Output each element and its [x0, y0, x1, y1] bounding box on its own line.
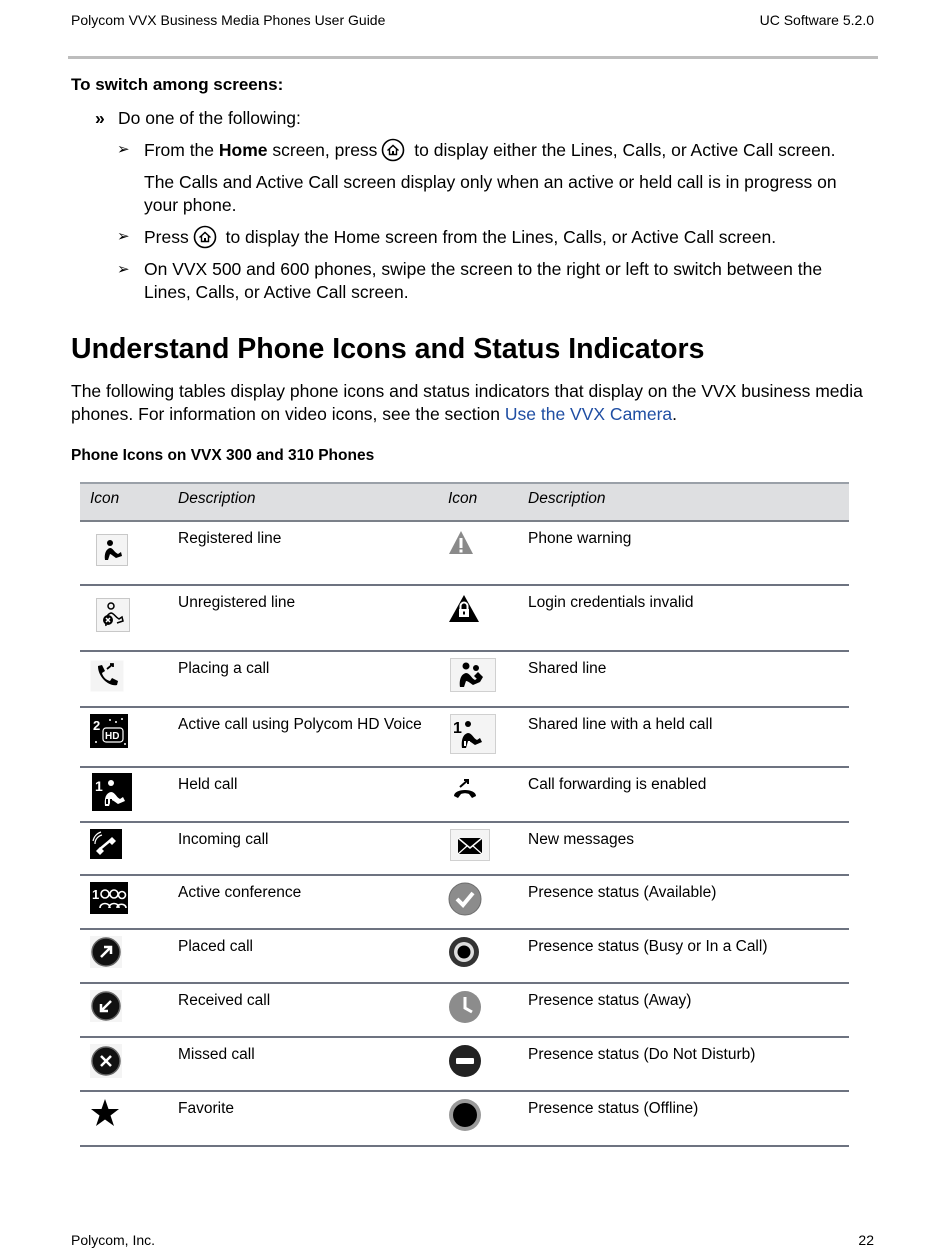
header-description-2: Description — [528, 490, 606, 507]
section-heading: Understand Phone Icons and Status Indicators — [71, 333, 705, 365]
running-header-version: UC Software 5.2.0 — [759, 12, 874, 28]
footer-company: Polycom, Inc. — [71, 1232, 156, 1248]
svg-text:1: 1 — [95, 778, 103, 794]
option-text: screen, press — [267, 140, 378, 160]
table-row — [80, 768, 849, 823]
table-row — [80, 1092, 849, 1147]
option-text: From the — [144, 140, 219, 160]
icon-description: Placing a call — [178, 660, 270, 677]
icon-description: Login credentials invalid — [528, 594, 694, 611]
icon-description: Shared line with a held call — [528, 716, 713, 733]
camera-section-link[interactable]: Use the VVX Camera — [504, 404, 673, 424]
shared-line-icon — [450, 658, 496, 692]
presence-away-icon — [448, 990, 482, 1024]
icon-description: Received call — [178, 992, 271, 1009]
icon-description: Held call — [178, 776, 238, 793]
registered-line-icon — [96, 534, 128, 566]
login-invalid-icon — [448, 594, 480, 624]
icon-description: Incoming call — [178, 831, 269, 848]
table-row — [80, 984, 849, 1038]
home-bold-text: Home — [218, 140, 268, 160]
header-icon-2: Icon — [448, 490, 478, 507]
icon-description: Shared line — [528, 660, 607, 677]
presence-busy-icon — [448, 936, 480, 968]
icon-description: Presence status (Away) — [528, 992, 692, 1009]
procedure-title: To switch among screens: — [71, 75, 284, 94]
hd-voice-icon — [90, 714, 128, 748]
svg-text:1: 1 — [453, 720, 462, 737]
icon-description: Missed call — [178, 1046, 255, 1063]
table-row — [80, 876, 849, 930]
phone-warning-icon — [448, 530, 474, 556]
page-number: 22 — [858, 1232, 874, 1248]
option-item-2 — [117, 225, 867, 251]
favorite-icon — [90, 1098, 120, 1128]
icon-description: Call forwarding is enabled — [528, 776, 707, 793]
icon-description: Presence status (Available) — [528, 884, 717, 901]
svg-text:2: 2 — [93, 718, 101, 733]
icon-description: New messages — [528, 831, 634, 848]
new-messages-icon — [450, 829, 490, 861]
icon-description: Favorite — [178, 1100, 234, 1117]
table-row — [80, 930, 849, 984]
bullet-mark: » — [95, 108, 105, 128]
option-note — [117, 171, 867, 221]
icon-description: Presence status (Busy or In a Call) — [528, 938, 768, 955]
table-row — [80, 823, 849, 876]
table-row — [80, 522, 849, 586]
header-icon-1: Icon — [90, 490, 120, 507]
intro-end: . — [672, 404, 678, 424]
call-forwarding-icon — [448, 776, 482, 802]
missed-call-icon — [90, 1044, 122, 1078]
header-divider — [68, 56, 878, 59]
active-conference-icon — [90, 882, 128, 914]
icon-description: Presence status (Offline) — [528, 1100, 699, 1117]
icon-description: Active call using Polycom HD Voice — [178, 716, 422, 733]
placing-call-icon — [90, 660, 124, 692]
svg-text:1: 1 — [92, 887, 100, 902]
placed-call-icon — [90, 936, 122, 968]
note-text: The Calls and Active Call screen display only when an active or held call is in progress on your phone. — [144, 172, 837, 215]
unregistered-line-icon — [96, 598, 130, 632]
intro-text: The following tables display phone icons and status indicators that display on the VVX business media phones. For information on video icons, see the section — [71, 381, 863, 424]
table-caption: Phone Icons on VVX 300 and 310 Phones — [71, 447, 375, 464]
option-text: to display either the Lines, Calls, or Active Call screen. — [409, 140, 836, 160]
option-text: to display the Home screen from the Lines, Calls, or Active Call screen. — [220, 227, 777, 247]
held-call-icon — [92, 773, 132, 811]
incoming-call-icon — [90, 829, 122, 859]
table-row — [80, 586, 849, 652]
option-text: Press — [144, 227, 189, 247]
phone-icons-table — [80, 482, 849, 1147]
running-header-title: Polycom VVX Business Media Phones User Guide — [71, 12, 386, 28]
table-row — [80, 1038, 849, 1092]
icon-description: Registered line — [178, 530, 282, 547]
table-header-row — [80, 482, 849, 522]
section-intro — [71, 380, 871, 426]
table-row — [80, 652, 849, 708]
icon-description: Phone warning — [528, 530, 632, 547]
step-text: Do one of the following: — [118, 108, 301, 128]
svg-text:HD: HD — [105, 731, 120, 742]
arrow-bullet-icon: ➢ — [117, 141, 130, 158]
shared-line-held-icon — [450, 714, 496, 754]
presence-dnd-icon — [448, 1044, 482, 1078]
option-item-1 — [117, 138, 867, 164]
arrow-bullet-icon: ➢ — [117, 261, 130, 278]
procedure-step — [95, 107, 301, 130]
table-row — [80, 708, 849, 768]
home-key-icon — [381, 138, 405, 162]
header-description-1: Description — [178, 490, 256, 507]
option-item-3 — [117, 258, 867, 308]
icon-description: Unregistered line — [178, 594, 296, 611]
home-key-icon — [193, 225, 217, 249]
icon-description: Active conference — [178, 884, 302, 901]
icon-description: Placed call — [178, 938, 253, 955]
presence-available-icon — [448, 882, 482, 916]
received-call-icon — [90, 990, 122, 1022]
option-text: On VVX 500 and 600 phones, swipe the screen to the right or left to switch between the Lines, Calls, or Active Call screen. — [144, 259, 823, 302]
presence-offline-icon — [448, 1098, 482, 1132]
arrow-bullet-icon: ➢ — [117, 228, 130, 245]
icon-description: Presence status (Do Not Disturb) — [528, 1046, 756, 1063]
